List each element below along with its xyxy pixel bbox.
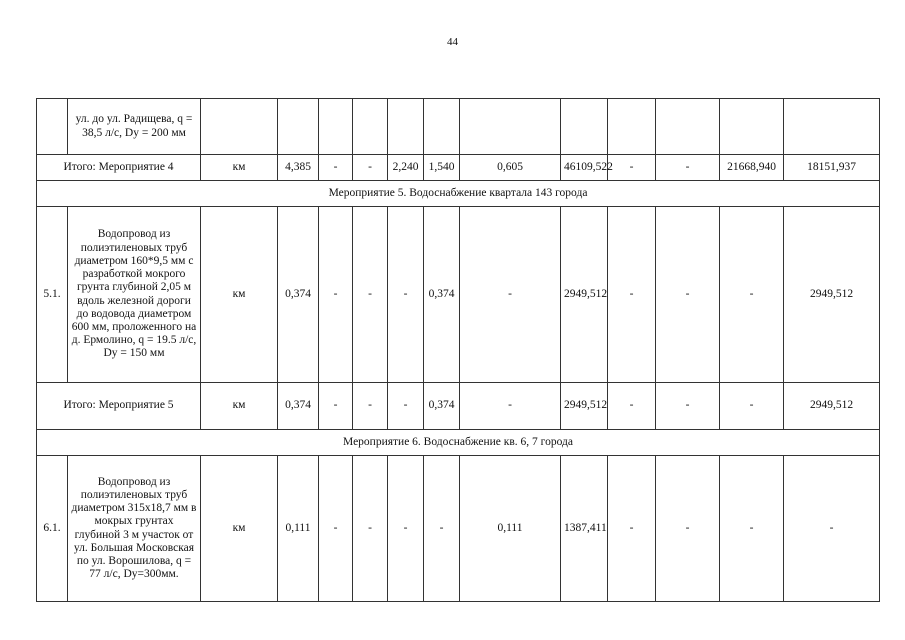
table-row-total bbox=[37, 155, 880, 181]
cell bbox=[319, 99, 353, 155]
cell: - bbox=[353, 383, 388, 430]
cell: - bbox=[460, 207, 561, 383]
cell: - bbox=[388, 456, 424, 602]
cell-unit bbox=[201, 99, 278, 155]
cell: - bbox=[608, 456, 656, 602]
cell: 0,374 bbox=[278, 207, 319, 383]
cell: 0,111 bbox=[278, 456, 319, 602]
cell-num: 5.1. bbox=[37, 207, 68, 383]
section-title: Мероприятие 5. Водоснабжение квартала 143 города bbox=[37, 181, 880, 207]
data-table bbox=[36, 98, 880, 602]
cell: 21668,940 bbox=[720, 155, 784, 181]
cell bbox=[424, 99, 460, 155]
cell: 2,240 bbox=[388, 155, 424, 181]
cell bbox=[608, 99, 656, 155]
cell bbox=[720, 99, 784, 155]
table-row-total bbox=[37, 383, 880, 430]
cell: 0,374 bbox=[424, 383, 460, 430]
section-title: Мероприятие 6. Водоснабжение кв. 6, 7 города bbox=[37, 430, 880, 456]
cell: 2949,512 bbox=[561, 207, 608, 383]
table-row bbox=[37, 456, 880, 602]
cell: 0,374 bbox=[278, 383, 319, 430]
cell-description: Водопровод из полиэтиленовых труб диаметром 315х18,7 мм в мокрых грунтах глубиной 3 м участок от ул. Большая Московская по ул. Ворошилова, q = 77 л/с, Dy=300мм. bbox=[68, 456, 201, 602]
cell: 4,385 bbox=[278, 155, 319, 181]
cell bbox=[388, 99, 424, 155]
cell: - bbox=[319, 207, 353, 383]
cell: - bbox=[353, 155, 388, 181]
cell: - bbox=[319, 456, 353, 602]
page-number: 44 bbox=[447, 36, 458, 48]
cell bbox=[561, 99, 608, 155]
total-label: Итого: Мероприятие 5 bbox=[37, 383, 201, 430]
cell: - bbox=[353, 456, 388, 602]
cell-num: 6.1. bbox=[37, 456, 68, 602]
cell: 0,111 bbox=[460, 456, 561, 602]
cell: - bbox=[720, 383, 784, 430]
cell: 0,374 bbox=[424, 207, 460, 383]
cell: 0,605 bbox=[460, 155, 561, 181]
cell: - bbox=[388, 207, 424, 383]
cell: 1387,411 bbox=[561, 456, 608, 602]
cell-unit: км bbox=[201, 207, 278, 383]
cell: - bbox=[720, 207, 784, 383]
section-header-row bbox=[37, 430, 880, 456]
cell: - bbox=[656, 383, 720, 430]
cell-unit: км bbox=[201, 383, 278, 430]
cell: - bbox=[656, 207, 720, 383]
cell: 46109,522 bbox=[561, 155, 608, 181]
cell: - bbox=[353, 207, 388, 383]
cell bbox=[656, 99, 720, 155]
cell: 1,540 bbox=[424, 155, 460, 181]
cell: - bbox=[720, 456, 784, 602]
cell: - bbox=[608, 207, 656, 383]
cell: - bbox=[460, 383, 561, 430]
cell bbox=[784, 99, 880, 155]
cell-description: ул. до ул. Радищева, q = 38,5 л/с, Dy = 200 мм bbox=[68, 99, 201, 155]
cell: - bbox=[319, 383, 353, 430]
cell bbox=[353, 99, 388, 155]
cell: - bbox=[608, 383, 656, 430]
cell: - bbox=[656, 456, 720, 602]
table-row bbox=[37, 99, 880, 155]
cell: - bbox=[319, 155, 353, 181]
cell: 2949,512 bbox=[784, 207, 880, 383]
cell-unit: км bbox=[201, 155, 278, 181]
cell: 2949,512 bbox=[561, 383, 608, 430]
section-header-row bbox=[37, 181, 880, 207]
cell: - bbox=[608, 155, 656, 181]
cell: - bbox=[656, 155, 720, 181]
total-label: Итого: Мероприятие 4 bbox=[37, 155, 201, 181]
cell bbox=[460, 99, 561, 155]
cell: - bbox=[388, 383, 424, 430]
cell-num bbox=[37, 99, 68, 155]
cell-unit: км bbox=[201, 456, 278, 602]
cell: 2949,512 bbox=[784, 383, 880, 430]
cell bbox=[278, 99, 319, 155]
table-row bbox=[37, 207, 880, 383]
cell: 18151,937 bbox=[784, 155, 880, 181]
cell-description: Водопровод из полиэтиленовых труб диаметром 160*9,5 мм с разработкой мокрого грунта глубиной 2,05 м вдоль железной дороги до водовода диаметром 600 мм, проложенного на д. Ермолино, q = 19.5 л/с, Dy = 150 мм bbox=[68, 207, 201, 383]
cell: - bbox=[424, 456, 460, 602]
cell: - bbox=[784, 456, 880, 602]
